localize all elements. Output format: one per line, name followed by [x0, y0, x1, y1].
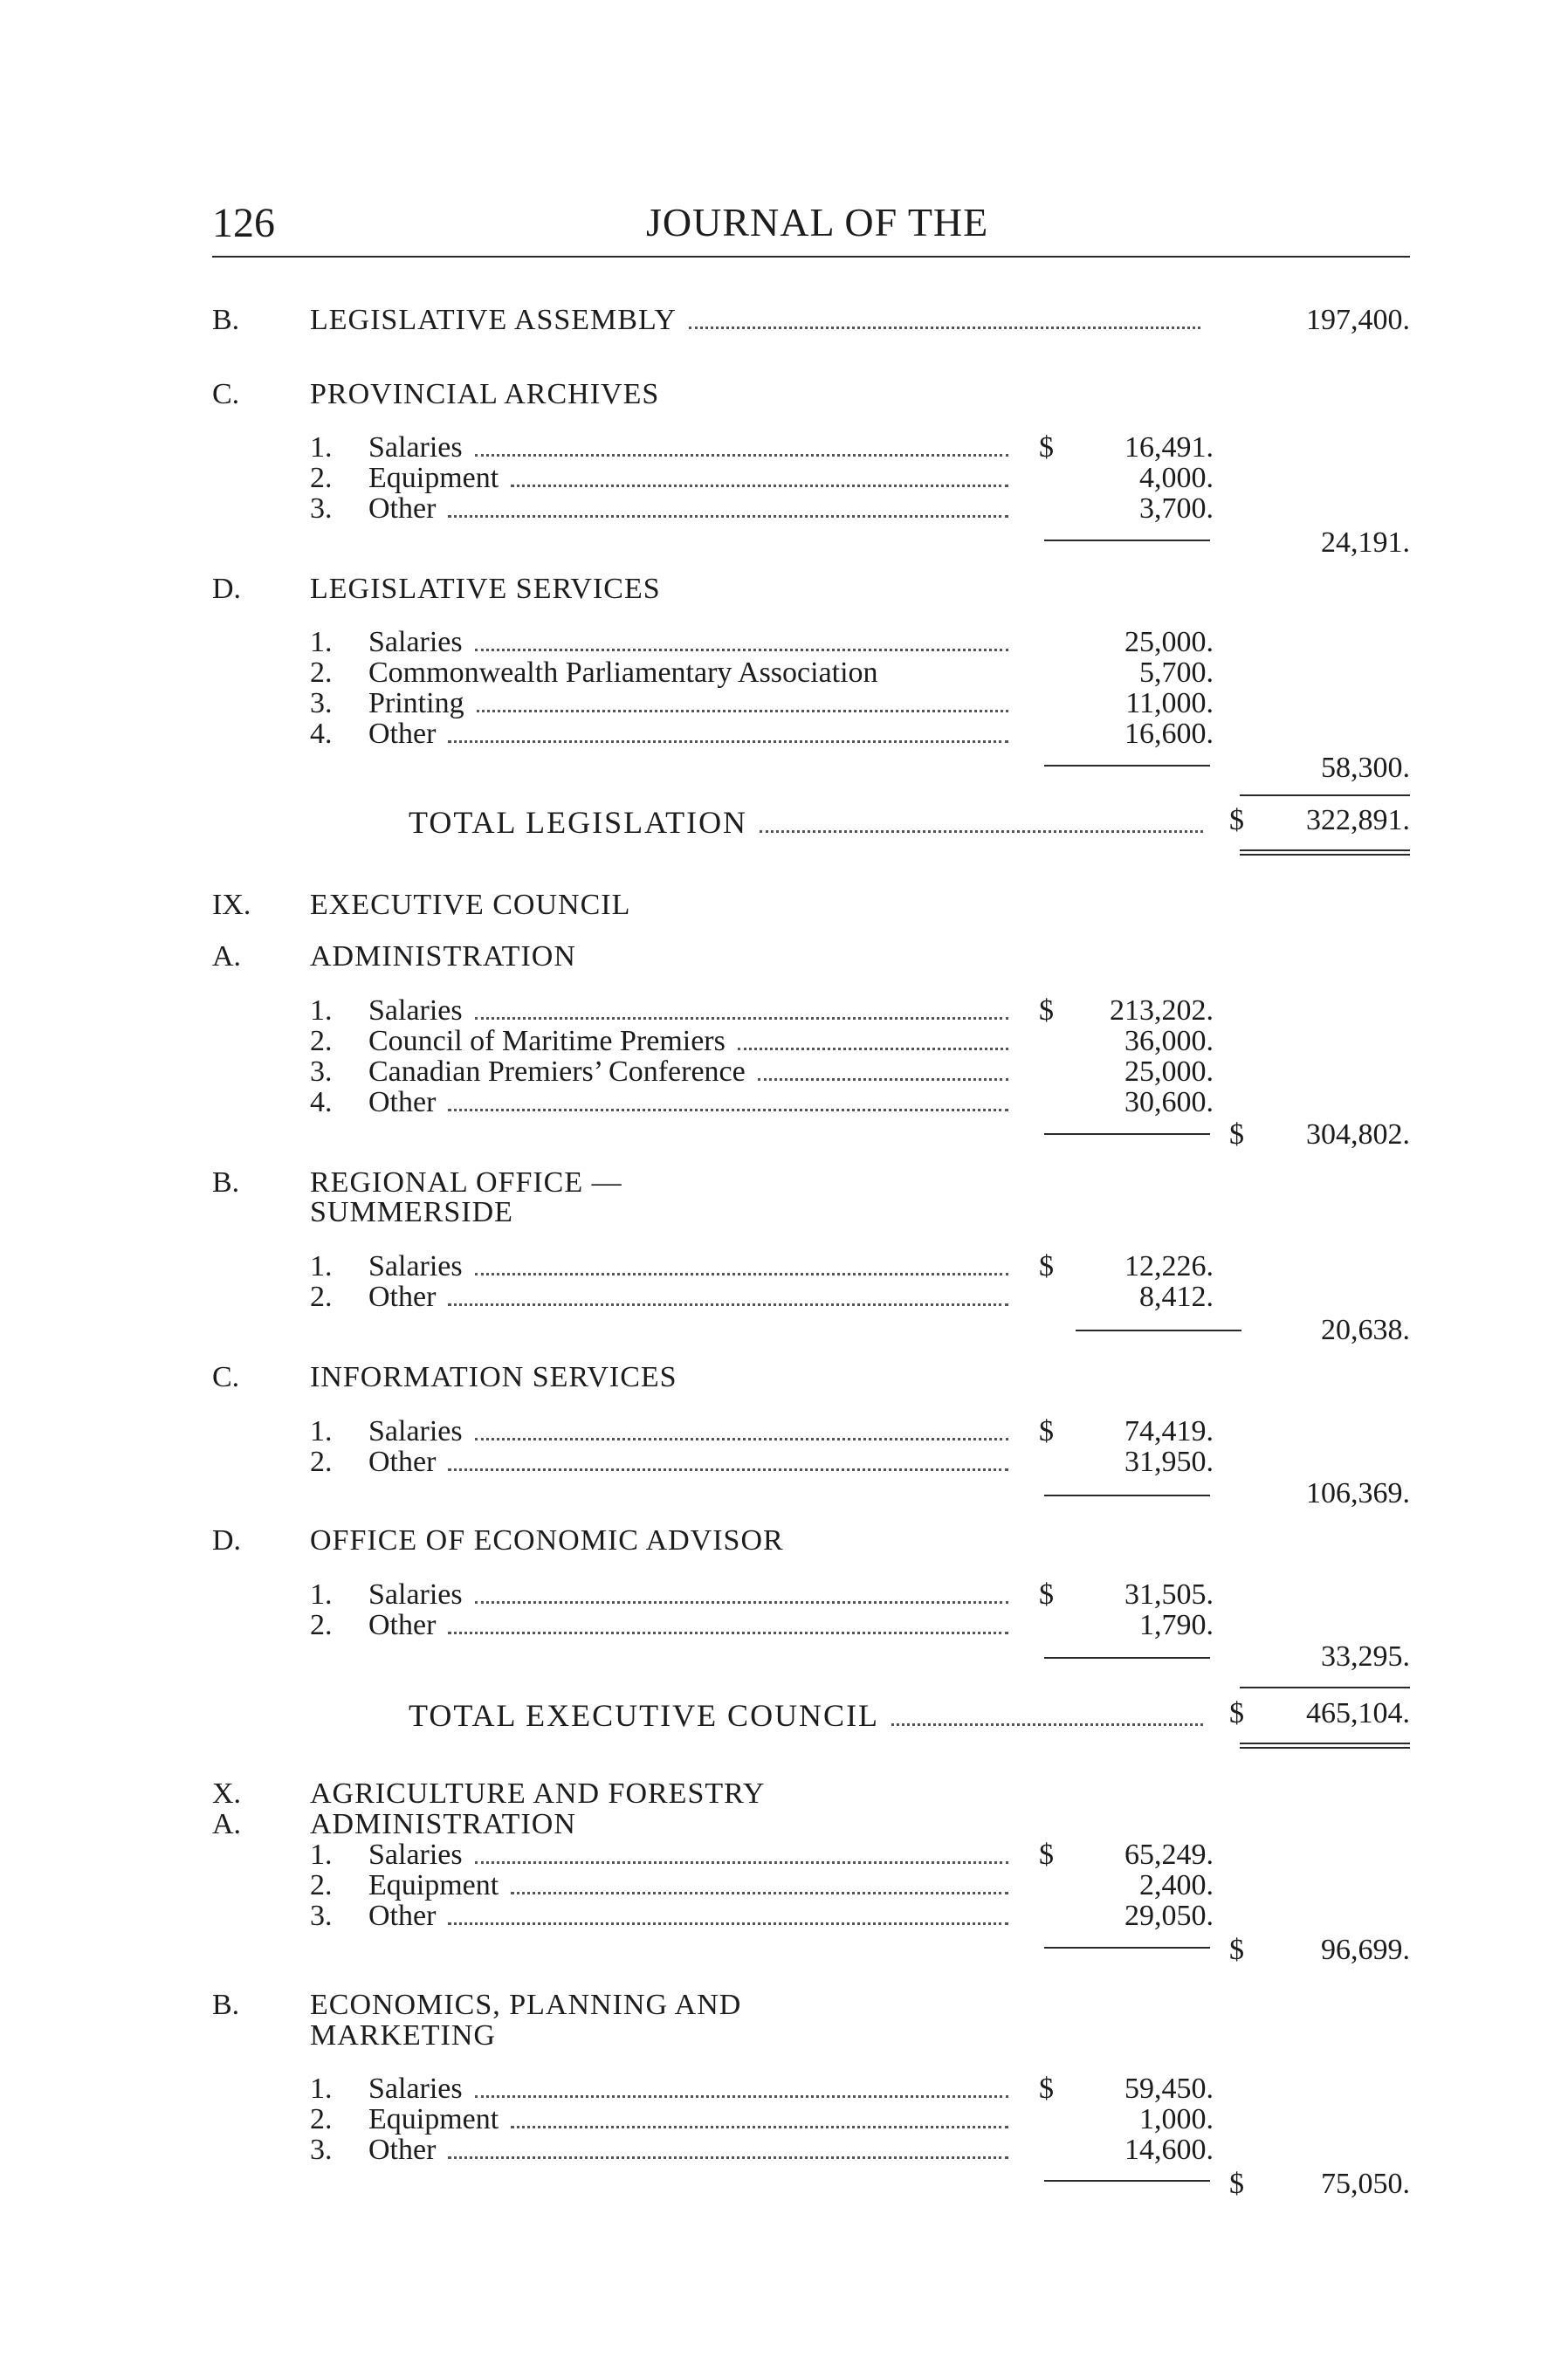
item-amount: 3,700. [1139, 492, 1214, 525]
leader-dots [475, 648, 1008, 651]
dollar-sign: $ [1229, 1118, 1244, 1151]
section-total: 75,050. [1321, 2168, 1410, 2200]
line-item [310, 1839, 1017, 1872]
leader-dots [758, 1077, 1008, 1081]
section-letter: D. [212, 573, 242, 605]
line-item [310, 462, 1017, 495]
line-item [310, 1025, 1017, 1058]
dollar-sign: $ [1229, 2168, 1244, 2200]
subtotal-rule [1076, 1330, 1241, 1331]
dollar-sign: $ [1229, 804, 1244, 836]
page-number: 126 [212, 200, 275, 246]
grand-total-executive-council [409, 1697, 1212, 1734]
section-total: 96,699. [1321, 1934, 1410, 1966]
subtotal-rule [1044, 1495, 1210, 1496]
subtotal-rule [1044, 1947, 1210, 1949]
item-label: Council of Maritime Premiers [368, 1025, 726, 1057]
leader-dots [477, 709, 1008, 712]
line-item [310, 687, 1017, 720]
leader-dots [738, 1047, 1008, 1050]
section-title-line1: ECONOMICS, PLANNING AND [310, 1989, 742, 2021]
item-label: Equipment [368, 2103, 499, 2135]
item-amount: 1,790. [1139, 1609, 1214, 1641]
item-number: 2. [310, 1025, 333, 1057]
item-number: 1. [310, 1415, 333, 1447]
item-number: 2. [310, 462, 333, 494]
section-subtitle: ADMINISTRATION [310, 1808, 576, 1840]
line-item [310, 1250, 1017, 1283]
line-item [310, 2073, 1017, 2106]
subtotal-rule [1044, 765, 1210, 767]
item-label: Canadian Premiers’ Conference [368, 1055, 746, 1088]
dollar-sign: $ [1039, 1578, 1054, 1611]
item-amount: 16,491. [1124, 431, 1214, 464]
item-number: 3. [310, 1055, 333, 1088]
item-amount: 65,249. [1124, 1839, 1214, 1871]
item-label: Other [368, 1281, 437, 1313]
item-amount: 11,000. [1125, 687, 1214, 719]
leader-dots [448, 1468, 1008, 1471]
item-label: Other [368, 492, 437, 525]
leader-dots [891, 1722, 1203, 1726]
item-number: 4. [310, 1086, 333, 1118]
item-number: 2. [310, 1446, 333, 1478]
item-amount: 2,400. [1139, 1869, 1214, 1901]
line-item [310, 1578, 1017, 1612]
section-title: LEGISLATIVE SERVICES [310, 573, 661, 605]
total-rule [1240, 794, 1410, 796]
line-item [310, 718, 1017, 751]
section-letter: A. [212, 1808, 242, 1840]
leader-dots [511, 484, 1008, 487]
section-title: ADMINISTRATION [310, 940, 576, 973]
leader-dots [475, 1016, 1008, 1020]
leader-dots [475, 1272, 1008, 1275]
subtotal-rule [1044, 1133, 1210, 1135]
item-number: 1. [310, 1578, 333, 1611]
line-item [310, 1086, 1017, 1119]
page-header-title: JOURNAL OF THE [646, 200, 989, 244]
item-amount: 5,700. [1139, 657, 1214, 689]
item-label: Salaries [368, 994, 463, 1027]
section-letter: C. [212, 1361, 240, 1393]
item-amount: 16,600. [1124, 718, 1214, 750]
item-number: 1. [310, 1839, 333, 1871]
line-item [310, 431, 1017, 464]
item-amount: 31,950. [1124, 1446, 1214, 1478]
dollar-sign: $ [1229, 1934, 1244, 1966]
item-number: 1. [310, 2073, 333, 2105]
item-label: Printing [368, 687, 464, 719]
line-item [310, 1869, 1017, 1902]
item-amount: 59,450. [1124, 2073, 1214, 2105]
leader-dots [475, 1600, 1008, 1604]
item-label: Equipment [368, 462, 499, 494]
section-title-line2: MARKETING [310, 2019, 496, 2052]
grand-total-amount: 322,891. [1306, 804, 1410, 836]
line-item [310, 1446, 1017, 1479]
leader-dots [689, 326, 1200, 329]
grand-total-label: TOTAL LEGISLATION [409, 805, 748, 840]
item-label: Equipment [368, 1869, 499, 1901]
line-item [310, 1415, 1017, 1448]
item-label: Other [368, 2134, 437, 2166]
item-label: Salaries [368, 1415, 463, 1447]
line-item [310, 994, 1017, 1028]
item-amount: 8,412. [1139, 1281, 1214, 1313]
leader-dots [760, 829, 1203, 833]
item-amount: 213,202. [1110, 994, 1214, 1027]
section-total: 106,369. [1306, 1477, 1410, 1509]
dollar-sign: $ [1229, 1697, 1244, 1729]
subtotal-rule [1044, 1657, 1210, 1659]
leader-dots [448, 1108, 1008, 1111]
leader-dots [511, 2125, 1008, 2128]
grand-total-amount: 465,104. [1306, 1697, 1410, 1729]
item-amount: 14,600. [1124, 2134, 1214, 2166]
line-item [310, 1281, 1017, 1314]
item-label: Other [368, 718, 437, 750]
item-amount: 25,000. [1124, 1055, 1214, 1088]
item-number: 3. [310, 687, 333, 719]
item-number: 1. [310, 1250, 333, 1282]
item-number: 1. [310, 431, 333, 464]
leader-dots [475, 1860, 1008, 1864]
leader-dots [475, 2094, 1008, 2098]
section-title: LEGISLATIVE ASSEMBLY [310, 304, 677, 336]
section-title: AGRICULTURE AND FORESTRY [310, 1777, 766, 1810]
item-number: 2. [310, 1281, 333, 1313]
item-label: Salaries [368, 1250, 463, 1282]
grand-total-label: TOTAL EXECUTIVE COUNCIL [409, 1698, 880, 1733]
item-number: 3. [310, 492, 333, 525]
line-item [310, 1055, 1017, 1089]
item-number: 1. [310, 626, 333, 658]
leader-dots [448, 514, 1008, 518]
line-item [310, 1609, 1017, 1642]
leader-dots [448, 739, 1008, 743]
section-letter: A. [212, 940, 242, 973]
item-label: Other [368, 1609, 437, 1641]
section-total: 304,802. [1306, 1118, 1410, 1151]
subtotal-rule [1044, 2180, 1210, 2182]
item-label: Salaries [368, 2073, 463, 2105]
item-number: 4. [310, 718, 333, 750]
item-number: 3. [310, 2134, 333, 2166]
section-total: 197,400. [1306, 304, 1410, 336]
item-amount: 25,000. [1124, 626, 1214, 658]
line-item [310, 2134, 1017, 2167]
section-title: PROVINCIAL ARCHIVES [310, 378, 660, 410]
section-total: 33,295. [1321, 1640, 1410, 1673]
item-label: Commonwealth Parliamentary Association [368, 657, 878, 689]
section-title: EXECUTIVE COUNCIL [310, 889, 631, 921]
section-title-line1: REGIONAL OFFICE — [310, 1166, 622, 1199]
line-item [310, 657, 1017, 690]
item-amount: 30,600. [1124, 1086, 1214, 1118]
subtotal-rule [1044, 540, 1210, 541]
dollar-sign: $ [1039, 1250, 1054, 1282]
section-letter: B. [212, 1166, 240, 1199]
item-label: Other [368, 1086, 437, 1118]
leader-dots [511, 1891, 1008, 1894]
item-amount: 12,226. [1124, 1250, 1214, 1282]
double-underline [1240, 849, 1410, 856]
item-amount: 4,000. [1139, 462, 1214, 494]
item-label: Other [368, 1900, 437, 1932]
section-letter: D. [212, 1524, 242, 1557]
header-rule [212, 256, 1410, 258]
item-number: 2. [310, 2103, 333, 2135]
item-number: 2. [310, 1869, 333, 1901]
line-item [310, 492, 1017, 526]
section-total: 58,300. [1321, 752, 1410, 784]
item-label: Other [368, 1446, 437, 1478]
line-item [310, 2103, 1017, 2136]
item-label: Salaries [368, 1578, 463, 1611]
leader-dots [475, 1437, 1008, 1440]
section-letter: B. [212, 1989, 240, 2021]
section-total: 20,638. [1321, 1314, 1410, 1346]
section-title-line2: SUMMERSIDE [310, 1196, 513, 1228]
item-amount: 74,419. [1124, 1415, 1214, 1447]
item-amount: 31,505. [1124, 1578, 1214, 1611]
item-amount: 36,000. [1124, 1025, 1214, 1057]
item-number: 3. [310, 1900, 333, 1932]
dollar-sign: $ [1039, 431, 1054, 464]
leader-dots [448, 2155, 1008, 2159]
dollar-sign: $ [1039, 1415, 1054, 1447]
item-number: 2. [310, 657, 333, 689]
leader-dots [448, 1303, 1008, 1306]
dollar-sign: $ [1039, 994, 1054, 1027]
item-amount: 29,050. [1124, 1900, 1214, 1932]
leader-dots [448, 1631, 1008, 1634]
grand-total-legislation [409, 804, 1212, 841]
dollar-sign: $ [1039, 1839, 1054, 1871]
dollar-sign: $ [1039, 2073, 1054, 2105]
section-title: INFORMATION SERVICES [310, 1361, 677, 1393]
section-numeral: IX. [212, 889, 251, 921]
total-rule [1240, 1687, 1410, 1688]
item-number: 2. [310, 1609, 333, 1641]
item-label: Salaries [368, 431, 463, 464]
item-number: 1. [310, 994, 333, 1027]
double-underline [1240, 1743, 1410, 1749]
item-label: Salaries [368, 1839, 463, 1871]
leader-dots [475, 453, 1008, 457]
item-amount: 1,000. [1139, 2103, 1214, 2135]
section-total: 24,191. [1321, 526, 1410, 559]
section-letter: B. [212, 304, 240, 336]
leader-dots [448, 1922, 1008, 1925]
line-item [310, 1900, 1017, 1933]
line-item [310, 626, 1017, 659]
item-label: Salaries [368, 626, 463, 658]
section-letter: C. [212, 378, 240, 410]
section-title: OFFICE OF ECONOMIC ADVISOR [310, 1524, 784, 1557]
section-heading-legislative-assembly [310, 304, 1209, 337]
section-numeral: X. [212, 1777, 242, 1810]
